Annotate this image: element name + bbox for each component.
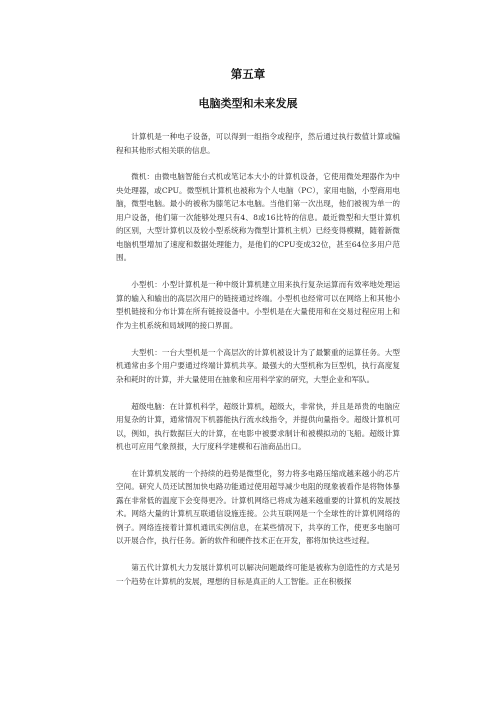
paragraph-supercomputer: 超级电脑：在计算机科学，超级计算机，超级大，非常快，并且是昂贵的电脑应用复杂的计算，通常情况下机器能执行流水线指令，并提供向量指令。超级计算机可以，例如，执行数据巨大的计算，在电影中被要求制计和被模拟动的飞船。超级计算机也可应用气象预报，大厅度科学建模和石油商品出口。 [116,401,400,452]
paragraph-microcomputer: 微机：由微电脑智能台式机或笔记本大小的计算机设备，它使用微处理器作为中央处理器，或CPU。微型机计算机也被称为个人电脑（PC），家用电脑，小型商用电脑，微型电脑。最小的被称为膝笔记本电脑。当他们第一次出现，他们被视为单一的用户设备，他们第一次能够处理只有4、8或16比特的信息。最近微型和大型计算机的区别，大型计算机以及较小型系统称为微型计算机主机）已经变得模糊，随着新微电脑机型增加了速度和数据处理能力，是他们的CPU变成32位，甚至64位多用户范围。 [116,172,400,263]
paragraph-fifth-generation: 第五代计算机大力发展计算机可以解决问题最终可能是被称为创造性的方式是另一个趋势在计算机的发展，理想的目标是真正的人工智能。正在积极探 [116,563,400,586]
paragraph-minicomputer: 小型机：小型计算机是一种中级计算机建立用来执行复杂运算而有效率地处理运算的输入和输出的高层次用户的链接通过终端。小型机也经常可以在网络上和其他小型机链接和分布计算在所有链接设备中。小型机是在大量使用和在交易过程应用上和作为主机系统和局域网的接口界面。 [116,280,400,330]
page-title: 电脑类型和未来发展 [198,97,298,110]
paragraph-miniaturization: 在计算机发展的一个持续的趋势是微型化，努力将多电路压缩成越来越小的芯片空间。研究人员还试图加快电路功能通过使用超导减少电阻的现象被看作是将物体暴露在非常低的温度下会变得更冷。计算机网络已将成为越来越重要的计算机的发展技术。网络大量的计算机互联通信设施连接。公共互联网是一个全球性的计算机网络的例子。网络连接着计算机通讯实例信息，在某些情况下，共享的工作，使更多电脑可以开展合作，执行任务。新的软件和硬件技术正在开发，都将加快这些过程。 [116,468,400,546]
paragraph-mainframe: 大型机：一台大型机是一个高层次的计算机被设计为了最繁重的运算任务。大型机通常由多个用户要通过终端计算机共享。最强大的大型机称为巨型机，执行高度复杂和耗时的计算，并大量使用在抽象和应用科学家的研究，大型企业和军队。 [116,347,400,384]
chapter-heading: 第五章 [230,67,266,81]
document-body [116,130,400,602]
paragraph-intro: 计算机是一种电子设备，可以得到一组指令或程序，然后通过执行数值计算或编程和其他形式相关联的信息。 [116,132,400,155]
